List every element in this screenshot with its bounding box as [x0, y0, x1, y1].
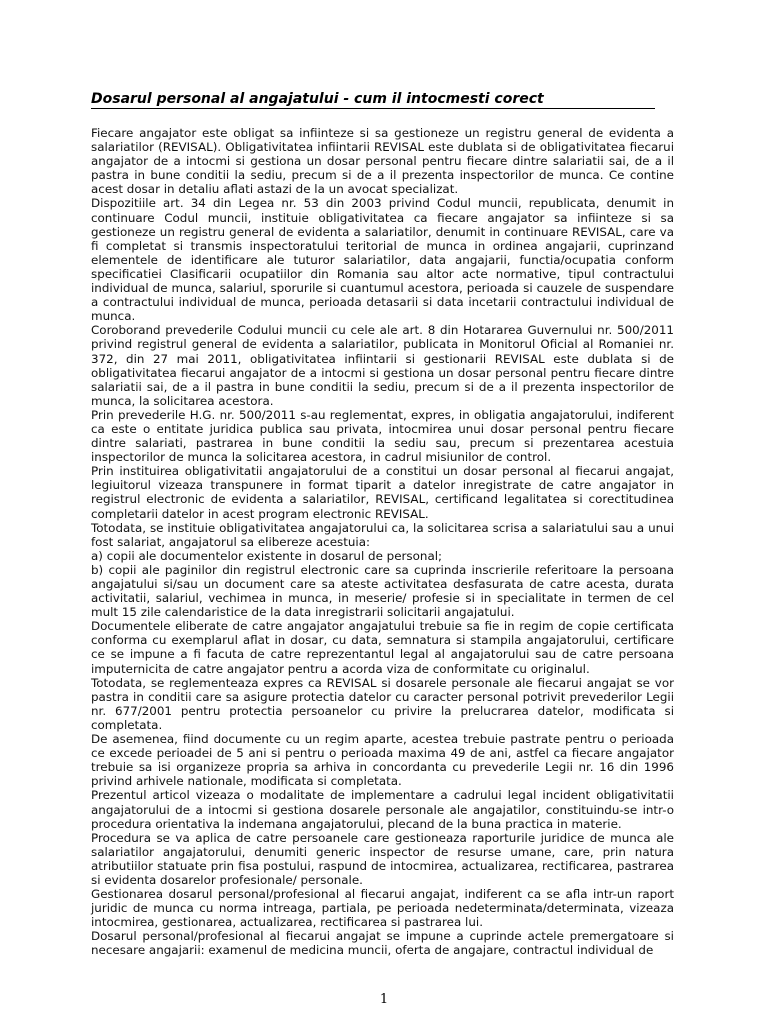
paragraph: Totodata, se reglementeaza expres ca REVISAL si dosarele personale ale fiecarui angajat se vor pastra in conditii care sa asigure protectia datelor cu caracter personal potrivit prevederilor Legii nr. 677/2001 pentru protectia persoanelor cu privire la prelucrarea datelor, modificata si completata. — [91, 675, 674, 732]
paragraph: Gestionarea dosarul personal/profesional al fiecarui angajat, indiferent ca se afla intr-un raport juridic de munca cu norma intreaga, partiala, pe perioada nedeterminata/determinata, vizeaza intocmirea, gestionarea, actualizarea, rectificarea si pastrarea lui. — [91, 887, 674, 930]
paragraph: Procedura se va aplica de catre persoanele care gestioneaza raporturile juridice de munca ale salariatilor angajatorului, denumiti generic inspector de resurse umane, care, prin natura atributiilor statuate prin fisa postului, raspund de intocmirea, actualizarea, rectificarea, pastrarea si evidenta dosarelor profesionale/ personale. — [91, 830, 674, 887]
page-number: 1 — [379, 992, 389, 1007]
paragraph: Coroborand prevederile Codului muncii cu cele ale art. 8 din Hotararea Guvernului nr. 500/2011 privind registrul general de evidenta a salariatilor, publicata in Monitorul Oficial al Romaniei nr. 372, din 27 mai 2011, obligativitatea infiintarii si gestionarii REVISAL este dublata si de obligativitatea fiecarui angajator de a intocmi si gestiona un dosar personal pentru fiecare dintre salariatii sai, de a il pastra in bune conditii la sediu, precum si de a il prezenta inspectorilor de munca, la solicitarea acestora. — [91, 323, 674, 408]
document-title: Dosarul personal al angajatului - cum il intocmesti corect — [91, 90, 655, 109]
list-item: b) copii ale paginilor din registrul electronic care sa cuprinda inscrierile referitoare la persoana angajatului si/sau un document care sa ateste activitatea desfasurata de catre acesta, durata activitatii, salariul, vechimea in munca, in meserie/ profesie si in specialitate in termen de cel mult 15 zile calendaristice de la data inregistrarii solicitarii angajatului. — [91, 562, 674, 620]
document-body — [91, 126, 674, 958]
paragraph: Prin prevederile H.G. nr. 500/2011 s-au reglementat, expres, in obligatia angajatorului, indiferent ca este o entitate juridica publica sau privata, intocmirea unui dosar personal pentru fiecare dintre salariati, pastrarea in bune conditii la sediu sau, precum si prezentarea acestuia inspectorilor de munca la solicitarea acestora, in cadrul misiunilor de control. — [91, 407, 674, 465]
paragraph: Prin instituirea obligativitatii angajatorului de a constitui un dosar personal al fiecarui angajat, legiuitorul vizeaza transpunere in format tiparit a datelor inregistrate de catre angajator in registrul electronic de evidenta a salariatilor, REVISAL, certificand legalitatea si corectitudinea completarii datelor in acest program electronic REVISAL. — [91, 464, 674, 521]
paragraph: Totodata, se instituie obligativitatea angajatorului ca, la solicitarea scrisa a salariatului sau a unui fost salariat, angajatorul sa elibereze acestuia: — [91, 520, 674, 549]
paragraph: Documentele eliberate de catre angajator angajatului trebuie sa fie in regim de copie certificata conforma cu exemplarul aflat in dosar, cu data, semnatura si stampila angajatorului, certificare ce se impune a fi facuta de catre reprezentantul legal al angajatorului sau de catre persoana imputernicita de catre angajator pentru a acorda viza de conformitate cu originalul. — [91, 619, 674, 676]
paragraph: Dispozitiile art. 34 din Legea nr. 53 din 2003 privind Codul muncii, republicata, denumit in continuare Codul muncii, instituie obligativitatea ca fiecare angajator sa infiinteze si sa gestioneze un registru general de evidenta a salariatilor, denumit in continuare REVISAL, care va fi completat si transmis inspectoratului teritorial de munca in ordinea angajarii, cuprinzand elementele de identificare ale tuturor salariatilor, data angajarii, functia/ocupatia conform specificatiei Clasificarii ocupatiilor din Romania sau altor acte normative, tipul contractului individual de munca, salariul, sporurile si cuantumul acestora, perioada si cauzele de suspendare a contractului individual de munca, perioada detasarii si data incetarii contractului individual de munca. — [91, 196, 674, 324]
paragraph: Fiecare angajator este obligat sa infiinteze si sa gestioneze un registru general de evidenta a salariatilor (REVISAL). Obligativitatea infiintarii REVISAL este dublata si de obligativitatea fiecarui angajator de a intocmi si gestiona un dosar personal pentru fiecare dintre salariatii sai, de a il pastra in bune conditii la sediu, precum si de a il prezenta inspectorilor de munca. Ce contine acest dosar in detaliu aflati astazi de la un avocat specializat. — [91, 126, 674, 197]
list-item: a) copii ale documentelor existente in dosarul de personal; — [91, 548, 443, 563]
paragraph: Prezentul articol vizeaza o modalitate de implementare a cadrului legal incident obligativitatii angajatorului de a intocmi si gestiona dosarele personale ale angajatilor, constituindu-se intr-o procedura orientativa la indemana angajatorului, plecand de la buna practica in materie. — [91, 788, 674, 831]
paragraph: De asemenea, fiind documente cu un regim aparte, acestea trebuie pastrate pentru o perioada ce excede perioadei de 5 ani si pentru o perioada maxima 49 de ani, astfel ca fiecare angajator trebuie sa isi organizeze propria sa arhiva in concordanta cu prevederile Legii nr. 16 din 1996 privind arhivele nationale, modificata si completata. — [91, 732, 674, 789]
paragraph: Dosarul personal/profesional al fiecarui angajat se impune a cuprinde actele premergatoare si necesare angajarii: examenul de medicina muncii, oferta de angajare, contractul individual de — [91, 929, 674, 958]
